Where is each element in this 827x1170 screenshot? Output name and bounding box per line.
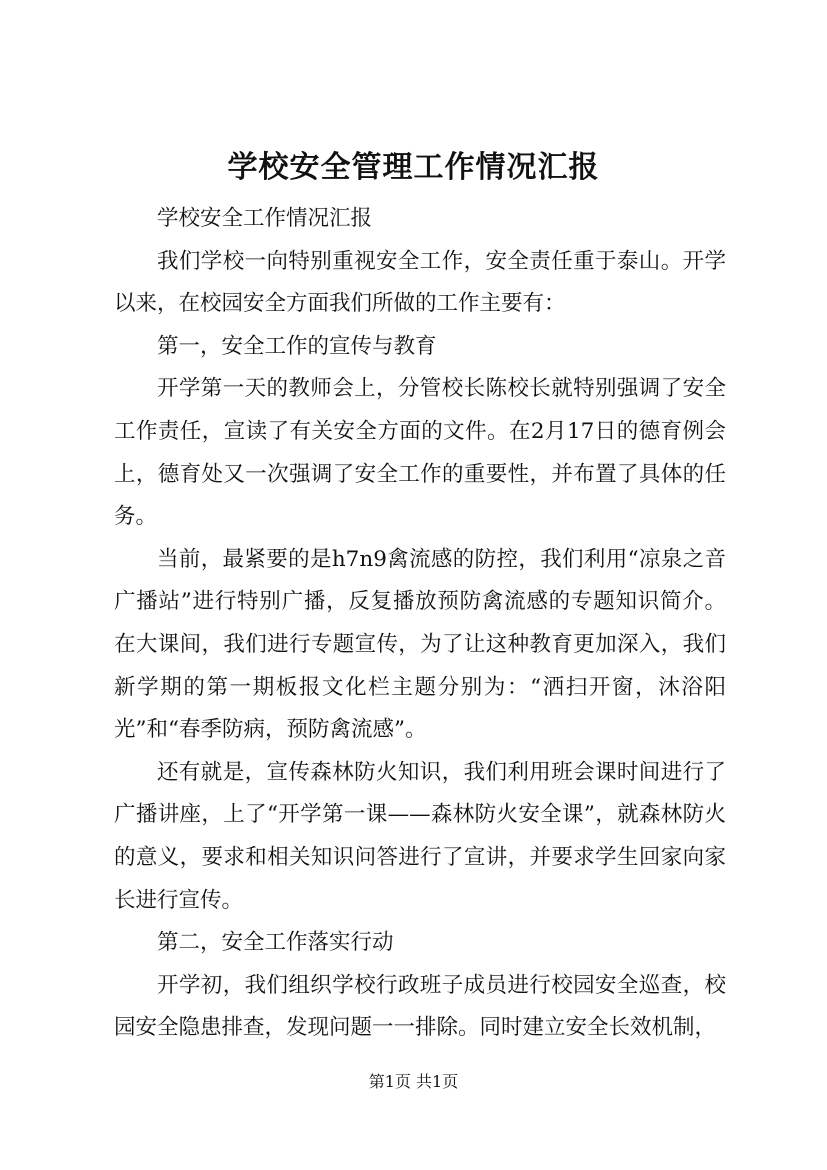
page-number-footer: 第1页 共1页 (368, 1072, 459, 1091)
paragraph-safety-inspection: 开学初，我们组织学校行政班子成员进行校园安全巡查，校园安全隐患排查，发现问题一一排除。同时建立安全长效机制， (114, 972, 726, 1041)
document-body (114, 198, 726, 1050)
paragraph-teacher-meeting: 开学第一天的教师会上，分管校长陈校长就特别强调了安全工作责任，宣读了有关安全方面的文件。在2月17日的德育例会上，德育处又一次强调了安全工作的重要性，并布置了具体的任务。 (114, 376, 726, 530)
section-heading-1: 第一，安全工作的宣传与教育 (157, 333, 437, 359)
paragraph-intro: 我们学校一向特别重视安全工作，安全责任重于泰山。开学以来，在校园安全方面我们所做的工作主要有： (114, 248, 726, 317)
paragraph-subtitle: 学校安全工作情况汇报 (157, 206, 373, 231)
paragraph-flu-prevention: 当前，最紧要的是h7n9禽流感的防控，我们利用“凉泉之音广播站”进行特别广播，反复播放预防禽流感的专题知识简介。在大课间，我们进行专题宣传，为了让这种教育更加深入，我们新学期的第一期板报文化栏主题分别为：“洒扫开窗，沐浴阳光”和“春季防病，预防禽流感”。 (114, 546, 726, 743)
section-heading-2: 第二，安全工作落实行动 (157, 930, 394, 956)
paragraph-fire-prevention: 还有就是，宣传森林防火知识，我们利用班会课时间进行了广播讲座，上了“开学第一课——森林防火安全课”，就森林防火的意义，要求和相关知识问答进行了宣讲，并要求学生回家向家长进行宣传。 (114, 759, 726, 913)
document-title: 学校安全管理工作情况汇报 (227, 150, 600, 185)
